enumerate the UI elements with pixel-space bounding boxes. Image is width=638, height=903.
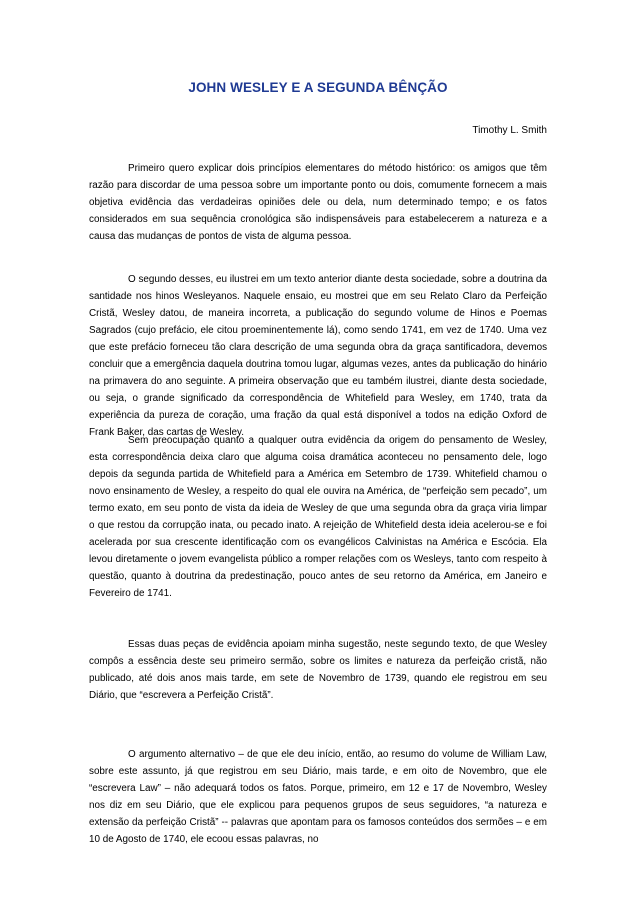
document-title: JOHN WESLEY E A SEGUNDA BÊNÇÃO	[188, 80, 448, 95]
paragraph-1: Primeiro quero explicar dois princípios elementares do método histórico: os amigos que têm razão para discordar de uma pessoa sobre um importante ponto ou dois, comumente fornecem a mais objetiva evidência das verdadeiras opiniões dele ou dela, num determinado tempo; e os fatos considerados em sua sequência cronológica são indispensáveis para estabelecerem a natureza e a causa das mudanças de pontos de vista de alguma pessoa.	[89, 163, 547, 242]
document-author: Timothy L. Smith	[472, 125, 547, 136]
paragraph-2: O segundo desses, eu ilustrei em um texto anterior diante desta sociedade, sobre a doutrina da santidade nos hinos Wesleyanos. Naquele ensaio, eu mostrei que em seu Relato Claro da Perfeição Cristã, Wesley datou, de maneira incorreta, a publicação do segundo volume de Hinos e Poemas Sagrados (cujo prefácio, ele citou proeminentemente lá), como sendo 1741, em vez de 1740. Uma vez que este prefácio forneceu tão clara descrição de uma segunda obra da graça santificadora, devemos concluir que a emergência daquela doutrina tomou lugar, algumas vezes, antes da publicação do hinário na primavera do ano seguinte. A primeira observação que eu também ilustrei, diante desta sociedade, ou seja, o grande significado da correspondência de Whitefield para Wesley, em 1740, trata da experiência da pureza de coração, uma fração da qual está disponível a todos na edição Oxford de Frank Baker, das cartas de Wesley.	[89, 274, 547, 438]
paragraph-4: Essas duas peças de evidência apoiam minha sugestão, neste segundo texto, de que Wesley compôs a essência deste seu primeiro sermão, sobre os limites e natureza da perfeição cristã, não publicado, até dois anos mais tarde, em sete de Novembro de 1739, quando ele registrou em seu Diário, que “escrevera a Perfeição Cristã”.	[89, 639, 547, 701]
paragraph-5: O argumento alternativo – de que ele deu início, então, ao resumo do volume de William Law, sobre este assunto, já que registrou em seu Diário, mais tarde, e em oito de Novembro, que ele “escrevera Law” – não adequará todos os fatos. Porque, primeiro, em 12 e 17 de Novembro, Wesley nos diz em seu Diário, que ele explicou para pequenos grupos de seus seguidores, “a natureza e extensão da perfeição Cristã” -- palavras que apontam para os famosos conteúdos dos sermões – e em 10 de Agosto de 1740, ele ecoou essas palavras, no	[89, 749, 547, 845]
paragraph-3: Sem preocupação quanto a qualquer outra evidência da origem do pensamento de Wesley, esta correspondência deixa claro que alguma coisa dramática aconteceu no pensamento dele, logo depois da segunda partida de Whitefield para a América em Setembro de 1739. Whitefield chamou o novo ensinamento de Wesley, a respeito do qual ele ouvira na América, de “perfeição sem pecado”, um termo exato, em seu ponto de vista da ideia de Wesley de que uma segunda obra da graça viria limpar o que restou da corrupção inata, ou pecado inato. A rejeição de Whitefield desta ideia acelerou-se e foi acelerada por sua crescente identificação com os evangélicos Calvinistas na América e Escócia. Ela levou diretamente o jovem evangelista público a romper relações com os Wesleys, tanto com respeito à questão, quanto à doutrina da predestinação, pouco antes de seu retorno da América, em Janeiro e Fevereiro de 1741.	[89, 435, 547, 599]
